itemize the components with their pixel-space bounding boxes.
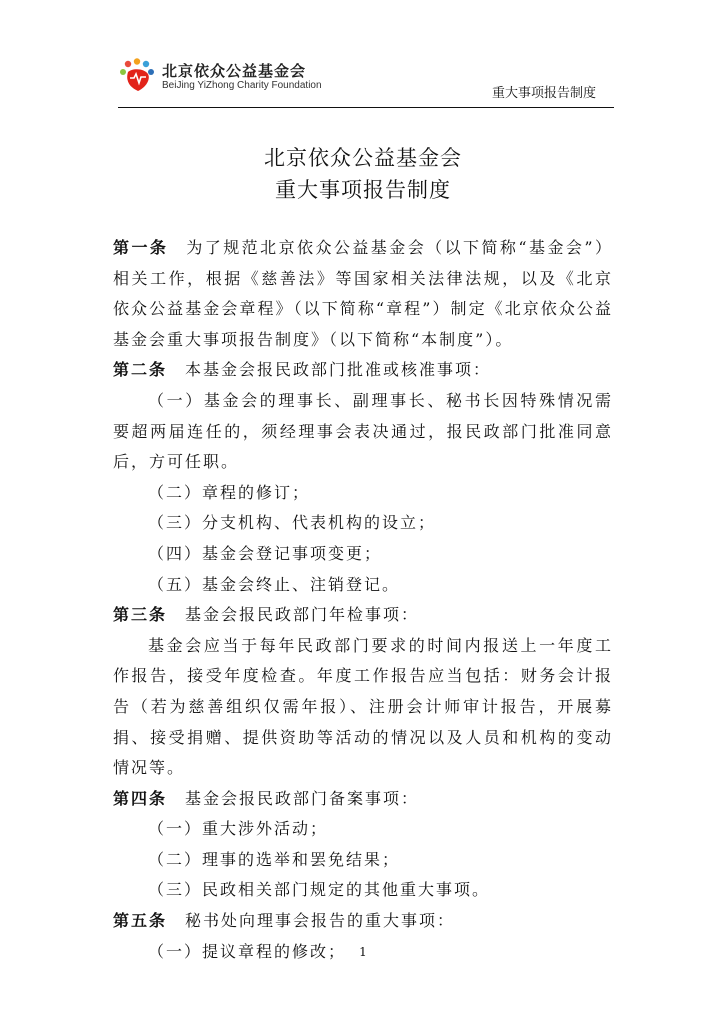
document-header-title: 重大事项报告制度	[491, 86, 596, 101]
article-2-item-4: （四）基金会登记事项变更；	[148, 543, 383, 563]
article-4-label: 第四条	[113, 788, 168, 808]
article-3-paragraph: 基金会应当于每年民政部门要求的时间内报送上一年度工作报告，接受年度检查。年度工作报告应当包括：财务会计报告（若为慈善组织仅需年报）、注册会计师审计报告，开展募捐、接受捐赠、提供资助等活动的情况以及人员和机构的变动情况等。	[113, 635, 613, 778]
article-2-text: 本基金会报民政部门批准或核准事项：	[185, 360, 492, 380]
article-4-item-2: （二）理事的选举和罢免结果；	[148, 849, 401, 869]
article-3-label: 第三条	[113, 605, 168, 625]
article-2-item-5: （五）基金会终止、注销登记。	[148, 574, 401, 594]
article-5	[113, 906, 613, 937]
article-3-text: 基金会报民政部门年检事项：	[185, 605, 420, 625]
article-2-item-2: （二）章程的修订；	[148, 482, 311, 502]
article-5-label: 第五条	[113, 911, 168, 931]
document-body	[113, 233, 613, 967]
article-4	[113, 784, 613, 815]
document-title-line1: 北京依众公益基金会	[264, 146, 462, 170]
document-title-line2: 重大事项报告制度	[275, 178, 451, 202]
page-header	[118, 58, 614, 108]
foundation-logo-icon	[118, 58, 158, 94]
article-1-label: 第一条	[113, 238, 169, 257]
article-2	[113, 355, 613, 386]
article-4-item-1: （一）重大涉外活动；	[148, 819, 329, 839]
header-divider	[118, 107, 614, 108]
article-4-item-3: （三）民政相关部门规定的其他重大事项。	[148, 880, 491, 900]
article-4-text: 基金会报民政部门备案事项：	[185, 788, 420, 808]
page-number: 1	[359, 945, 367, 959]
article-1-text: 为了规范北京依众公益基金会（以下简称“基金会”）相关工作，根据《慈善法》等国家相关法律法规，以及《北京依众公益基金会章程》（以下简称“章程”）制定《北京依众公益基金会重大事项报告制度》（以下简称“本制度”）。	[113, 238, 613, 349]
article-1	[113, 233, 613, 355]
article-3	[113, 600, 613, 631]
article-2-label: 第二条	[113, 360, 168, 380]
article-5-text: 秘书处向理事会报告的重大事项：	[185, 911, 456, 931]
article-2-item-3: （三）分支机构、代表机构的设立；	[148, 513, 437, 533]
article-5-item-1: （一）提议章程的修改；	[148, 941, 347, 961]
org-name-english: BeiJing YiZhong Charity Foundation	[162, 80, 322, 91]
article-2-item-1: （一）基金会的理事长、副理事长、秘书长因特殊情况需要超两届连任的，须经理事会表决通过，报民政部门批准同意后，方可任职。	[113, 390, 613, 472]
org-name-logo-text: 北京依众公益基金会	[162, 62, 307, 80]
